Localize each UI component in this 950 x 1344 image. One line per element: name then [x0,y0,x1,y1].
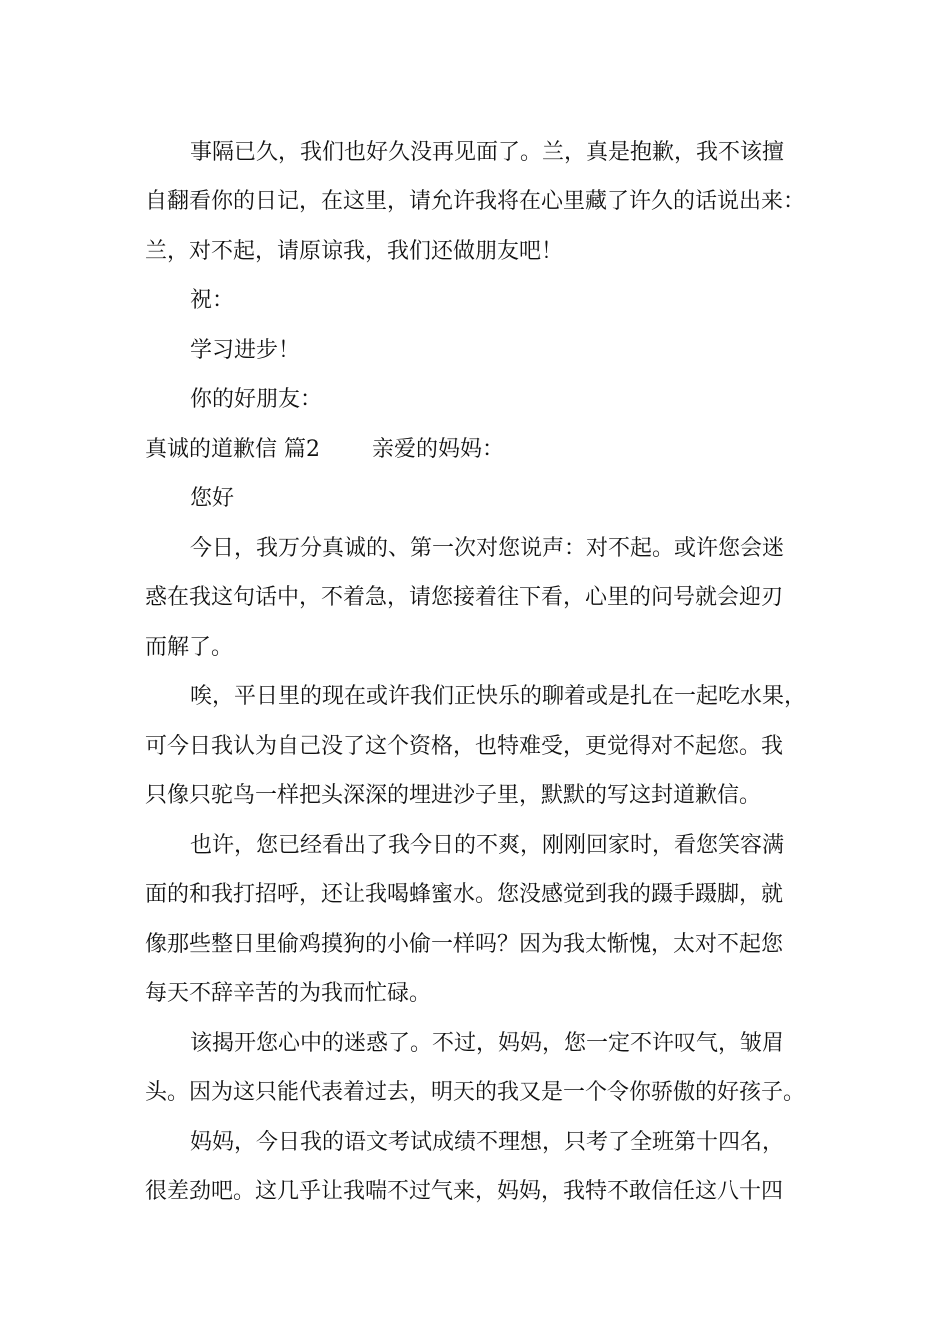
text-line: 妈妈，今日我的语文考试成绩不理想，只考了全班第十四名， [190,1130,785,1155]
text-line: 只像只驼鸟一样把头深深的埋进沙子里，默默的写这封道歉信。 [145,783,762,808]
text-line: 兰，对不起，请原谅我，我们还做朋友吧！ [145,239,564,264]
greeting: 您好 [190,486,235,511]
text-line: 可今日我认为自己没了这个资格，也特难受，更觉得对不起您。我 [145,734,784,759]
text-line: 面的和我打招呼，还让我喝蜂蜜水。您没感觉到我的蹑手蹑脚，就 [145,882,784,907]
text-line: 今日，我万分真诚的、第一次对您说声：对不起。或许您会迷 [190,536,785,561]
text-line: 很差劲吧。这几乎让我喘不过气来，妈妈，我特不敢信任这八十四 [145,1179,784,1204]
text-line: 也许，您已经看出了我今日的不爽，刚刚回家时，看您笑容满 [190,833,785,858]
section-heading: 真诚的道歉信 篇2 [145,437,320,462]
text-line: 头。因为这只能代表着过去，明天的我又是一个令你骄傲的好孩子。 [145,1080,806,1105]
text-line: 唉，平日里的现在或许我们正快乐的聊着或是扎在一起吃水果， [190,684,807,709]
text-line: 而解了。 [145,635,234,660]
text-line: 事隔已久，我们也好久没再见面了。兰，真是抱歉，我不该擅 [190,140,785,165]
text-line: 像那些整日里偷鸡摸狗的小偷一样吗？因为我太惭愧，太对不起您 [145,932,784,957]
text-line: 惑在我这句话中，不着急，请您接着往下看，心里的问号就会迎刃 [145,585,784,610]
text-line: 每天不辞辛苦的为我而忙碌。 [145,981,432,1006]
text-line: 自翻看你的日记，在这里，请允许我将在心里藏了许久的话说出来： [145,189,806,214]
text-line: 祝： [190,288,235,313]
text-line: 你的好朋友： [190,387,323,412]
salutation: 亲爱的妈妈： [372,437,505,462]
text-line: 学习进步！ [190,338,301,363]
text-line: 该揭开您心中的迷惑了。不过，妈妈，您一定不许叹气，皱眉 [190,1031,785,1056]
